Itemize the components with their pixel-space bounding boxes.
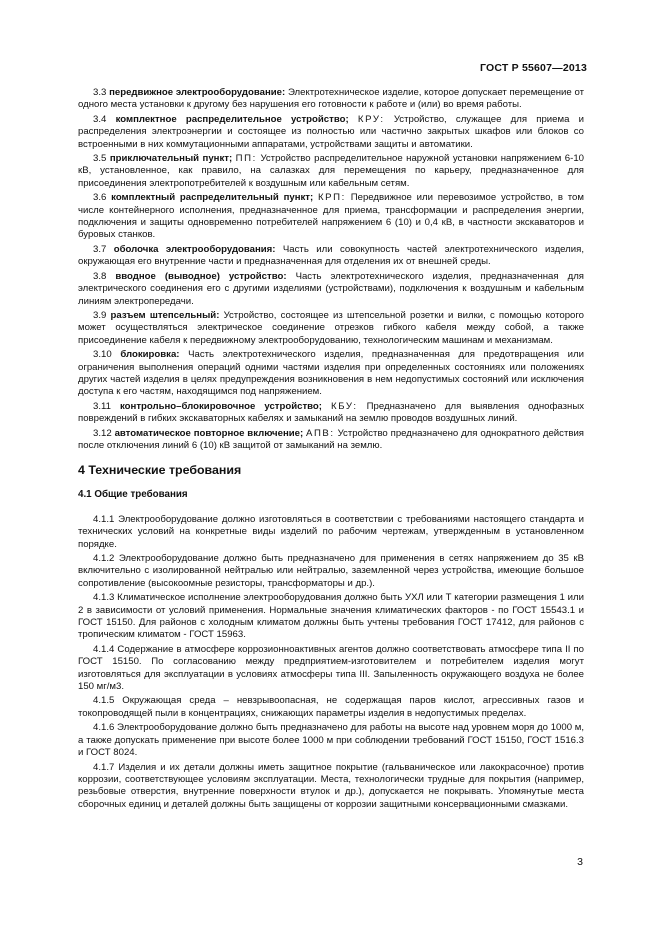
term-text: Часть электротехнического изделия, предназначенная для предотвращения или ограничения выполнения операций одними частями изделия при определенных состояниях или положениях других частей изделия в целях предупреждения возникновения в нем недопустимых состояний или исключения доступа к его частям, находящимся под напряжением. [78,349,585,398]
term-text: Часть или совокупность частей электротехнического изделия, окружающая его внутренние части и предназначенная для отделения их от внешней среды. [78,243,585,268]
term-definition [78,244,584,269]
term-text: Устройство, служащее для приема и распределения электроэнергии и состоящее из полностью или частично закрытых шкафов или блоков со встроенными в них коммутационными аппаратами, устройствами защиты и автоматики. [78,113,584,150]
standard-designation: ГОСТ Р 55607—2013 [479,62,587,74]
term-number: 3.10 [93,349,112,361]
term-definition [78,114,584,151]
term-text: Электротехническое изделие, которое допускает перемещение от одного места установки к другому без нарушения его готовности к работе и (или) во время работы. [78,87,584,111]
term-number: 3.5 [93,153,107,165]
term-text: Устройство распределительное наружной установки напряжением 6-10 кВ, установленное, как правило, на салазках для перемещения по карьеру, предназначенное для присоединения электропотребителей к воздушным или кабельным сетям. [78,153,585,189]
term-name: автоматическое повторное включение; [114,427,304,439]
requirement-paragraph: 4.1.2 Электрооборудование должно быть предназначено для применения в сетях напряжением до 35 кВ включительно с изолированной нейтралью или нейтралью, заземленной через устройства, имеющие большое сопротивление (высокоомные резисторы, трансформаторы и др.). [78,553,584,589]
term-text: Передвижное или перевозимое устройство, в том числе контейнерного исполнения, предназначенное для приема, трансформации и распределения энергии, подключения и защиты одновременно потребителей напряжением 6 (10) и 0,4 кВ, в частности экскаваторов и буровых станков. [78,192,584,241]
term-name: блокировка: [120,349,180,361]
term-name: передвижное электрооборудование: [109,87,286,98]
section-title: 4 Технические требования [78,463,242,478]
term-name: комплектный распределительный пункт; [111,192,314,204]
term-name: разъем штепсельный: [110,309,220,321]
term-number: 3.11 [93,400,111,412]
requirement-paragraph: 4.1.6 Электрооборудование должно быть предназначено для работы на высоте над уровнем моря до 1000 м, а также допускать применение при высоте более 1000 м при соблюдении требований ГОСТ 15150, ГОСТ 1516.3 и ГОСТ 8024. [78,722,584,759]
term-definition [78,428,584,453]
term-abbreviation: АПВ: [306,427,335,439]
term-number: 3.6 [93,192,107,204]
term-definition [78,192,584,242]
terms-list [78,87,584,452]
term-definition [78,271,584,308]
term-number: 3.8 [93,270,107,282]
term-text: Предназначено для выявления однофазных повреждений в гибких экскаваторных кабелях и замыканий на землю проводов воздушных линий. [78,400,585,425]
term-abbreviation: КРП: [317,192,346,204]
term-definition [78,401,584,426]
term-number: 3.9 [93,309,107,321]
term-text: Часть электротехнического изделия, предназначенная для электрического соединения его с другими изделиями (устройствами), подключения к воздушным и кабельным линиям электропередачи. [78,270,584,307]
term-definition [78,153,584,190]
requirement-paragraph: 4.1.7 Изделия и их детали должны иметь защитное покрытие (гальваническое или лакокрасочное) против коррозии, соответствующее условиям эксплуатации. Места, технологически трудные для покрытия (например, резьбовые отверстия, внутренние поверхности втулок и др.), допускается не покрывать. Упомянутые места сборочных единиц и деталей должны быть защищены от коррозии защитными консервационными смазками. [78,761,584,810]
term-definition [78,87,584,112]
requirement-paragraph: 4.1.3 Климатическое исполнение электрооборудования должно быть УХЛ или Т категории размещения 1 или 2 в зависимости от условий применения. Нормальные значения климатических факторов - по ГОСТ 15543.1 и ГОСТ 15150. Для районов с холодным климатом должны быть учтены требования ГОСТ 17412, для районов с тропическим климатом - ГОСТ 15963. [78,592,584,641]
term-name: приключательный пункт; [109,153,233,165]
term-text: Устройство предназначено для однократного действия после отключения линий 6 (10) кВ защитой от замыканий на землю. [78,427,584,451]
term-abbreviation: КБУ: [331,400,358,412]
term-name: вводное (выводное) устройство: [115,270,287,282]
requirement-paragraph: 4.1.1 Электрооборудование должно изготовляться в соответствии с требованиями настоящего стандарта и технических условий на конкретные виды изделий по рабочим чертежам, утвержденным в установленном порядке. [78,513,584,550]
term-definition [78,349,584,399]
term-definition [78,310,584,347]
requirements-list [78,514,584,811]
term-number: 3.7 [93,243,107,255]
term-number: 3.4 [93,113,107,125]
requirement-paragraph: 4.1.4 Содержание в атмосфере коррозионноактивных агентов должно соответствовать атмосфере типа II по ГОСТ 15150. По согласованию между предприятием-изготовителем и потребителем изделия могут изготовляться для эксплуатации в условиях атмосферы типа III. Запыленность окружающего воздуха не более 150 мг/м3. [78,643,584,693]
subsection-title: 4.1 Общие требования [78,489,188,501]
page-number: 3 [577,856,583,868]
term-abbreviation: КРУ: [357,113,385,125]
term-text: Устройство, состоящее из штепсельной розетки и вилки, с помощью которого может осуществляться электрическое соединение отрезков гибкого кабеля между собой, а также присоединение кабеля к передвижному электрооборудованию, технологическим машинам и механизмам. [78,309,584,346]
term-name: контрольно–блокировочное устройство; [119,400,322,412]
term-abbreviation: ПП: [235,153,257,165]
term-name: комплектное распределительное устройство; [115,113,349,125]
requirement-paragraph: 4.1.5 Окружающая среда – невзрывоопасная, не содержащая паров кислот, агрессивных газов и токопроводящей пыли в концентрациях, снижающих параметры изделия в недопустимых пределах. [78,695,584,719]
term-number: 3.3 [93,87,107,98]
term-name: оболочка электрооборудования: [113,243,276,255]
term-number: 3.12 [93,427,112,439]
page-body [78,87,584,813]
